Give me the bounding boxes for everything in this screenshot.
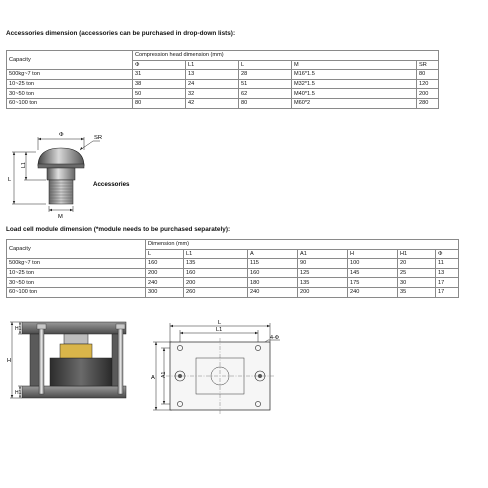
table-cell: 10~25 ton — [7, 268, 146, 278]
table-cell: 100 — [348, 259, 398, 269]
table-row — [7, 287, 459, 297]
table-cell: 13 — [186, 70, 239, 80]
compression-head-drawing — [0, 128, 160, 218]
table-cell: 135 — [184, 259, 248, 269]
table-cell: 32 — [186, 89, 239, 99]
column-header: Φ — [133, 60, 186, 70]
module-top-view — [148, 318, 298, 418]
column-header: M — [292, 60, 417, 70]
column-header: L — [239, 60, 292, 70]
table-cell: 51 — [239, 79, 292, 89]
accessories-label: Accessories — [93, 181, 130, 188]
table-cell: 20 — [398, 259, 436, 269]
column-header: SR — [417, 60, 439, 70]
l1-label: L1 — [216, 327, 223, 333]
table-cell: 50 — [133, 89, 186, 99]
table-cell: M40*1.5 — [292, 89, 417, 99]
a1-label: A1 — [161, 371, 167, 378]
table-row — [7, 70, 439, 80]
l1-label: L1 — [21, 162, 27, 168]
load-cell-shape — [50, 358, 112, 386]
m-label: M — [58, 214, 63, 220]
a-label: A — [151, 375, 155, 381]
table-row — [7, 259, 459, 269]
table-cell: 115 — [248, 259, 298, 269]
table-cell: 120 — [417, 79, 439, 89]
table-cell: 24 — [186, 79, 239, 89]
table-cell: 10~25 ton — [7, 79, 133, 89]
table-cell: 200 — [184, 278, 248, 288]
capacity-header: Capacity — [7, 51, 133, 70]
table-cell: 60~100 ton — [7, 287, 146, 297]
l-label: L — [218, 320, 222, 326]
table-row — [7, 278, 459, 288]
module-side-view — [0, 318, 140, 408]
accessories-table — [6, 50, 439, 109]
table-cell: 200 — [146, 268, 184, 278]
h-label: H — [7, 358, 12, 364]
bottom-plate-shape — [22, 386, 126, 398]
table-cell: 28 — [239, 70, 292, 80]
table-cell: 240 — [248, 287, 298, 297]
column-header: A1 — [298, 249, 348, 259]
column-header: H — [348, 249, 398, 259]
table-cell: 300 — [146, 287, 184, 297]
bolt-shape — [39, 328, 44, 394]
table-cell: 80 — [417, 70, 439, 80]
table-cell: 260 — [184, 287, 248, 297]
table-cell: 200 — [298, 287, 348, 297]
table-cell: M32*1.5 — [292, 79, 417, 89]
table-cell: 90 — [298, 259, 348, 269]
h1-top-label: H1 — [15, 326, 22, 332]
table-cell: 145 — [348, 268, 398, 278]
dome-shape — [38, 148, 84, 166]
table-cell: 160 — [184, 268, 248, 278]
compression-head-shape — [60, 344, 92, 358]
table-cell: 25 — [398, 268, 436, 278]
table-cell: 30 — [398, 278, 436, 288]
table-cell: 13 — [436, 268, 459, 278]
phi-label: Φ — [59, 132, 64, 138]
table-cell: 175 — [348, 278, 398, 288]
group-header: Dimension (mm) — [146, 240, 459, 250]
table-cell: 31 — [133, 70, 186, 80]
table-row — [7, 268, 459, 278]
table-row — [7, 89, 439, 99]
column-header: A — [248, 249, 298, 259]
group-header: Compression head dimension (mm) — [133, 51, 439, 61]
table-cell: 500kg~7 ton — [7, 259, 146, 269]
table-header-row — [7, 240, 459, 250]
table-cell: 500kg~7 ton — [7, 70, 133, 80]
table-cell: 17 — [436, 278, 459, 288]
table-cell: 11 — [436, 259, 459, 269]
table-cell: M60*2 — [292, 98, 417, 108]
nut-shape — [47, 168, 75, 180]
table-cell: 62 — [239, 89, 292, 99]
column-header: L1 — [186, 60, 239, 70]
l-label: L — [8, 177, 12, 183]
table-cell: 160 — [146, 259, 184, 269]
table-cell: 240 — [146, 278, 184, 288]
table-cell: 17 — [436, 287, 459, 297]
h1-bottom-label: H1 — [15, 390, 22, 396]
table-header-row — [7, 51, 439, 61]
column-header: L1 — [184, 249, 248, 259]
table-row — [7, 98, 439, 108]
bolt-shape — [118, 328, 123, 394]
column-header: Φ — [436, 249, 459, 259]
sr-label: SR — [94, 135, 103, 141]
accessories-heading: Accessories dimension (accessories can be purchased in drop-down lists): — [6, 30, 236, 37]
module-table — [6, 239, 459, 298]
table-cell: 30~50 ton — [7, 278, 146, 288]
table-cell: 38 — [133, 79, 186, 89]
table-row — [7, 79, 439, 89]
table-cell: 160 — [248, 268, 298, 278]
table-cell: 180 — [248, 278, 298, 288]
table-cell: 35 — [398, 287, 436, 297]
table-cell: 30~50 ton — [7, 89, 133, 99]
table-cell: 240 — [348, 287, 398, 297]
table-cell: 80 — [239, 98, 292, 108]
table-cell: 42 — [186, 98, 239, 108]
module-heading: Load cell module dimension (*module needs to be purchased separately): — [6, 226, 231, 233]
table-cell: 280 — [417, 98, 439, 108]
table-cell: 125 — [298, 268, 348, 278]
table-cell: 80 — [133, 98, 186, 108]
capacity-header: Capacity — [7, 240, 146, 259]
column-header: L — [146, 249, 184, 259]
table-cell: 135 — [298, 278, 348, 288]
table-cell: 60~100 ton — [7, 98, 133, 108]
holes-label: 4-Φ — [270, 335, 280, 341]
column-header: H1 — [398, 249, 436, 259]
table-cell: M16*1.5 — [292, 70, 417, 80]
table-cell: 200 — [417, 89, 439, 99]
